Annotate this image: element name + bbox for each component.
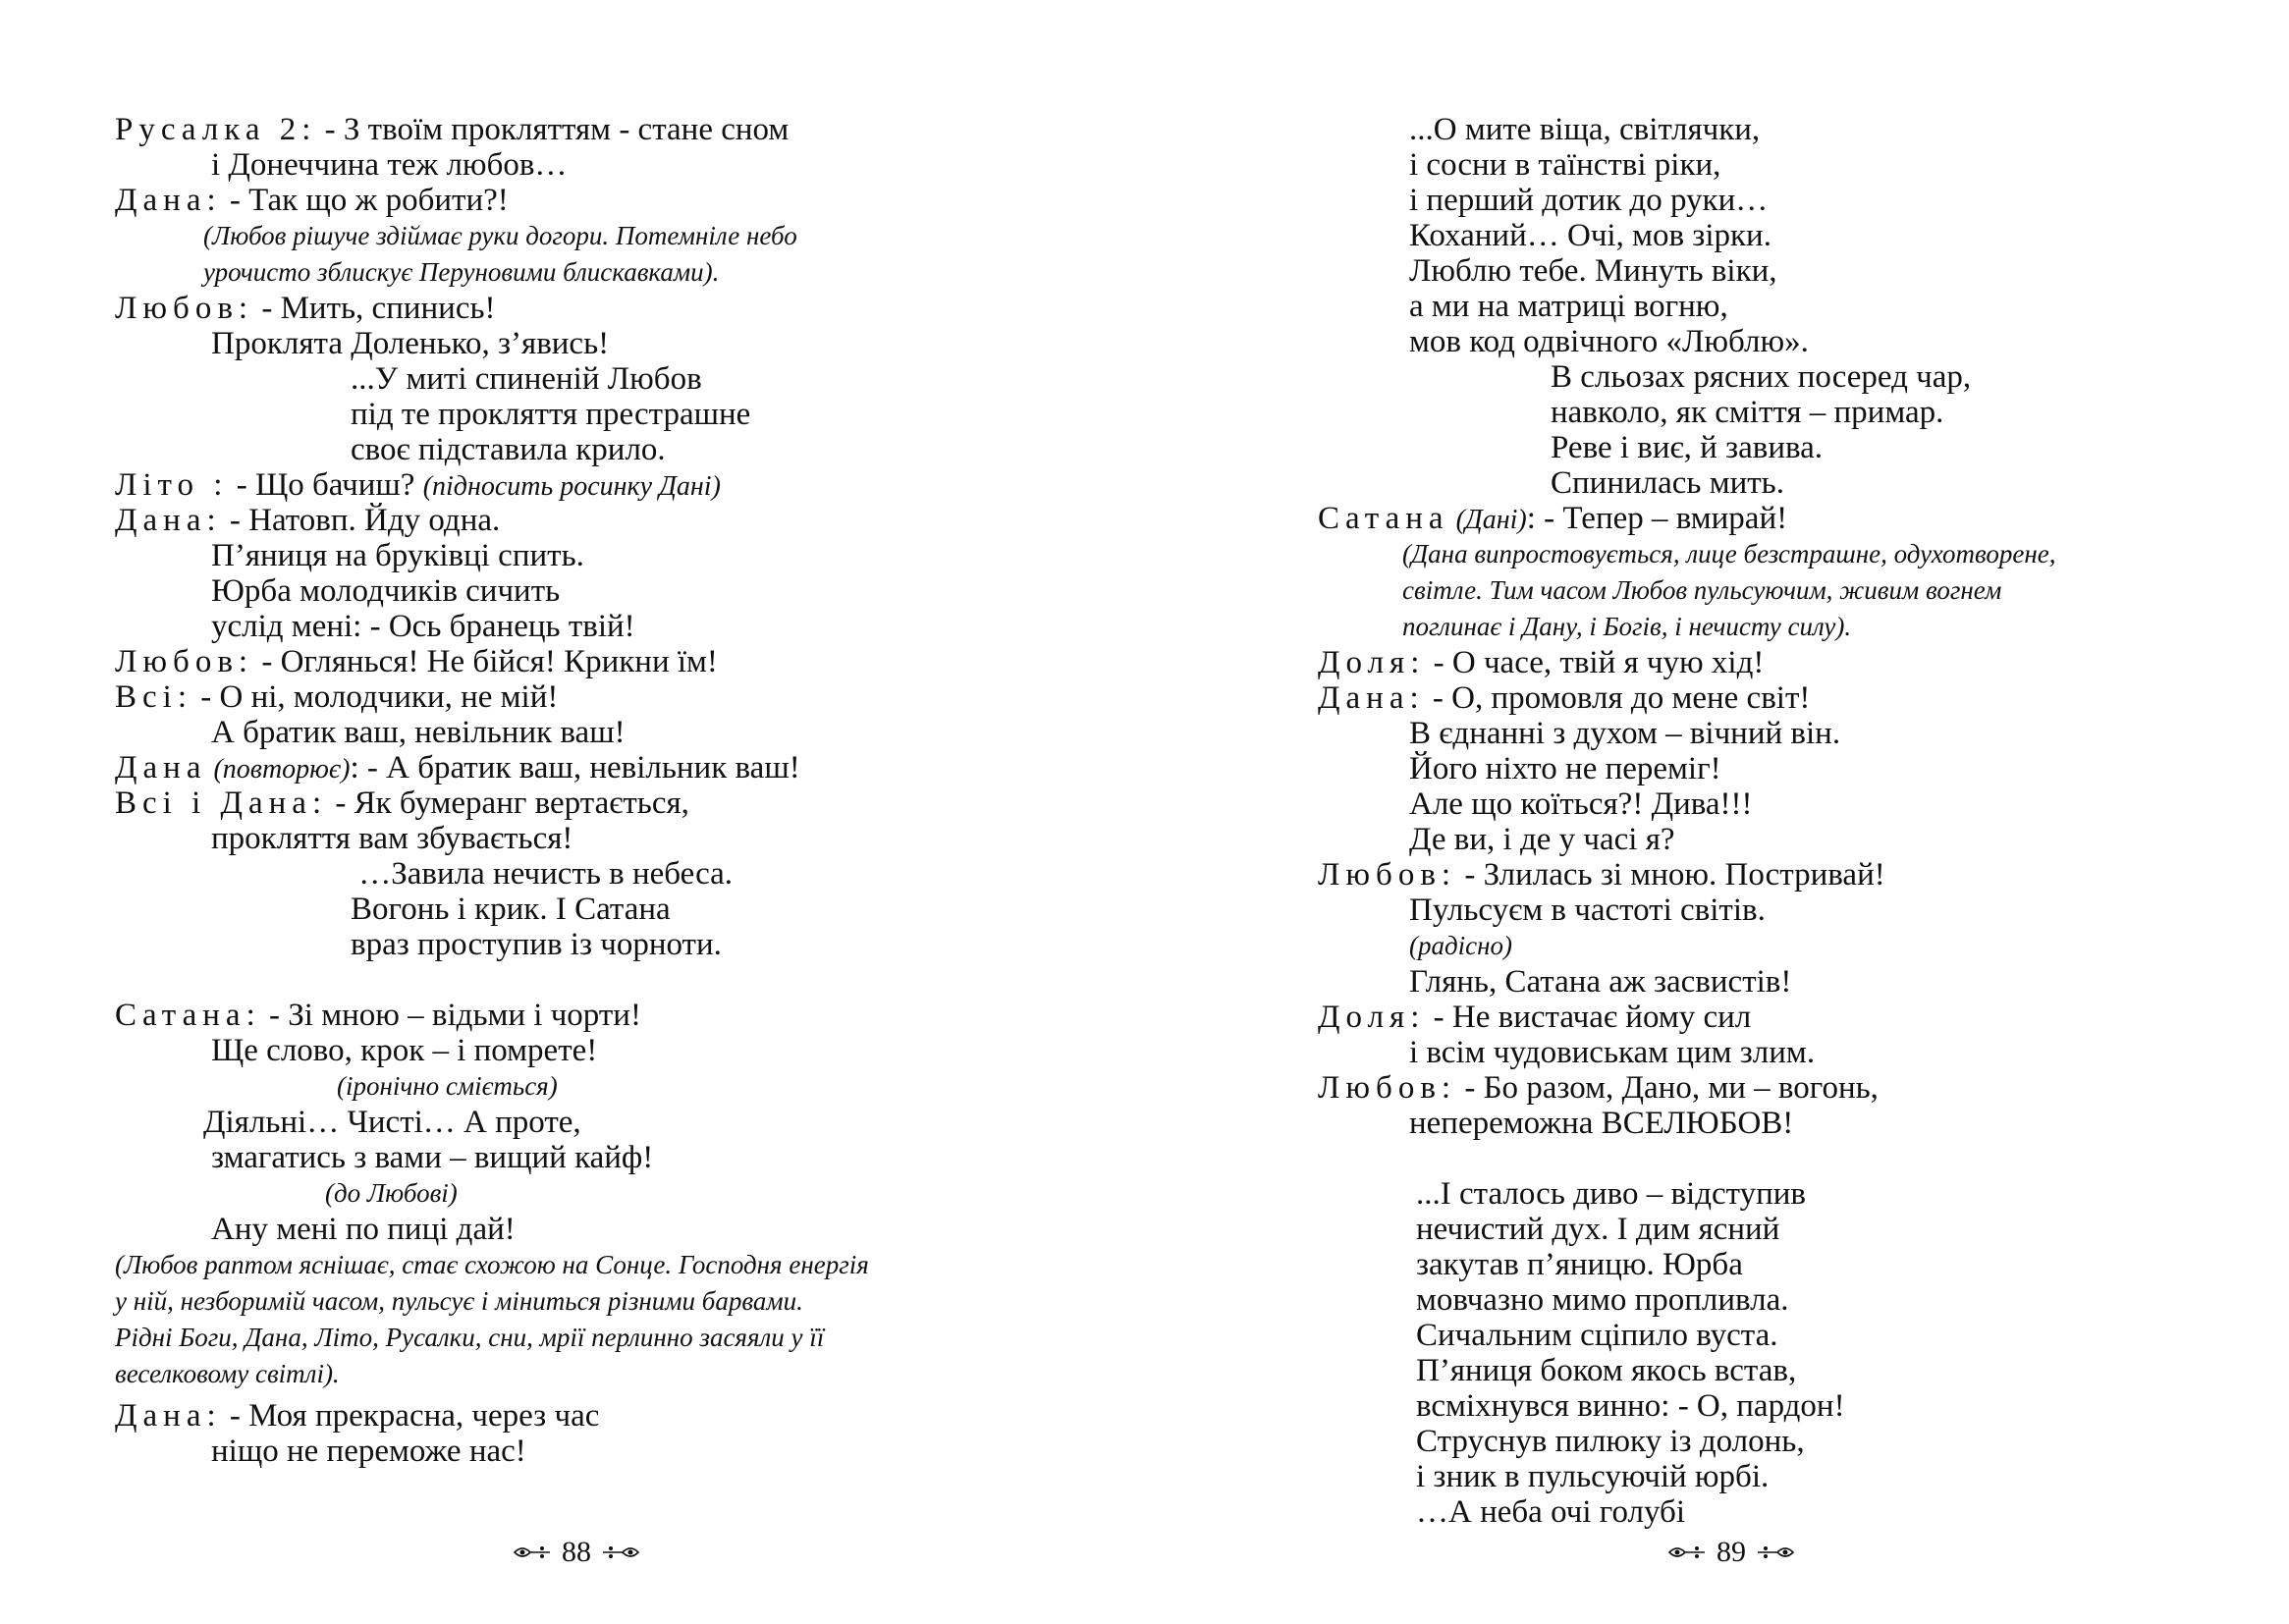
verse-line: А братик ваш, невільник ваш! [211,715,626,750]
verse-line: нечистий дух. І дим ясний [1416,1212,1780,1247]
dialogue-line: Доля: - О часе, твій я чую хід! [1318,645,1765,680]
verse-line: враз проступив із чорноти. [351,927,722,962]
stanza-break [1318,1141,2202,1176]
verse-line: і Донеччина теж любов… [211,147,568,183]
verse-line: услід мені: - Ось бранець твій! [211,609,635,644]
verse-line: і всім чудовиськам цим злим. [1409,1035,1816,1070]
dialogue-line: Всі: - О ні, молодчики, не мій! [115,679,559,715]
verse-line: ...О мите віща, світлячки, [1409,112,1761,147]
verse-line: Реве і виє, й завива. [1551,430,1824,465]
verse-line: непереможна ВСЕЛЮБОВ! [1409,1106,1794,1141]
verse-line: В єднанні з духом – вічний він. [1409,716,1841,751]
dialogue-line: Літо : - Що бачиш? (підносить росинку Дані) [115,467,721,503]
verse-line: і перший дотик до руки… [1409,183,1769,218]
dialogue-line: Любов: - Бо разом, Дано, ми – вогонь, [1318,1070,1879,1106]
speaker-name: Доля: [1318,645,1426,680]
dialogue-line: Дана: - Натовп. Йду одна. [115,503,501,538]
verse-line: закутав п’яницю. Юрба [1416,1247,1743,1282]
left-text-column [115,112,1058,1469]
verse-line: мовчазно мимо пропливла. [1416,1282,1789,1318]
speaker-name: Всі: [115,679,192,715]
dialogue-line: Всі і Дана: - Як бумеранг вертається, [115,785,689,821]
verse-line: Струснув пилюку із долонь, [1416,1424,1805,1459]
verse-line: навколо, як сміття – примар. [1551,395,1944,430]
speaker-name: Русалка 2: [115,112,317,147]
stage-direction: урочисто зблискує Перуновими блискавками). [203,257,720,287]
verse-line: ніщо не переможе нас! [211,1434,526,1469]
fleuron-icon [513,1543,552,1562]
speaker-name: Літо : [115,467,229,503]
dialogue-line: Русалка 2: - З твоїм прокляттям - стане сном [115,112,790,147]
speaker-name: Дана: [115,183,222,218]
page-number: 88 [562,1536,591,1568]
stage-direction: світле. Тим часом Любов пульсуючим, живим вогнем [1402,575,2002,605]
stage-direction: (радісно) [1409,931,1513,960]
stage-direction: у ній, незборимій часом, пульсує і міниться різними барвами. [115,1286,803,1316]
dialogue-line: Дана: - О, промовля до мене світ! [1318,680,1811,716]
verse-line: Його ніхто не переміг! [1409,751,1721,786]
verse-line: Ще слово, крок – і помрете! [211,1033,598,1068]
verse-line: під те прокляття престрашне [351,397,751,432]
stage-direction: (підносить росинку Дані) [422,471,721,502]
verse-line: а ми на матриці вогню, [1409,289,1728,324]
stage-direction: поглинає і Дану, і Богів, і нечисту силу). [1402,612,1852,641]
left-page [0,0,1144,1624]
verse-line: ...І сталось диво – відступив [1416,1176,1807,1212]
verse-line: П’яниця на бруківці спить. [211,538,584,573]
dialogue-line: Доля: - Не вистачає йому сил [1318,1000,1752,1035]
speaker-name: Сатана [1318,501,1449,536]
verse-line: Глянь, Сатана аж засвистів! [1409,964,1792,1000]
verse-line: Коханий… Очі, мов зірки. [1409,218,1771,253]
verse-line: Ану мені по пиці дай! [211,1212,516,1247]
speaker-name: Любов: [1318,857,1457,893]
verse-line: всміхнувся винно: - О, пардон! [1416,1388,1845,1424]
stage-direction: (повторює) [206,754,351,785]
verse-line: …Завила нечисть в небеса. [351,856,734,892]
stage-direction: (до Любові) [325,1178,458,1208]
page-number: 89 [1717,1536,1746,1568]
dialogue-line: Дана: - Так що ж робити?! [115,183,509,218]
fleuron-icon [1756,1543,1795,1562]
stage-direction: веселковому світлі). [115,1359,340,1388]
fleuron-icon [601,1543,640,1562]
verse-line: Юрба молодчиків сичить [211,573,561,609]
dialogue-line: Любов: - Злилась зі мною. Постривай! [1318,857,1885,893]
verse-line: …А неба очі голубі [1416,1494,1686,1530]
verse-line: Люблю тебе. Минуть віки, [1409,253,1777,289]
right-text-column [1318,112,2202,1530]
dialogue-line: Любов: - Оглянься! Не бійся! Крикни їм! [115,644,718,679]
stage-direction: (Дані) [1448,505,1527,535]
right-page [1145,0,2289,1624]
speaker-name: Доля: [1318,1000,1426,1035]
dialogue-line: Сатана: - Зі мною – відьми і чорти! [115,998,641,1033]
verse-line: Пульсуєм в частоті світів. [1409,893,1766,928]
stage-direction: (Любов рішуче здіймає руки догори. Потемніле небо [203,221,797,250]
speaker-name: Любов: [1318,1070,1457,1106]
dialogue-line: Дана: - Моя прекрасна, через час [115,1398,600,1434]
verse-line: Сичальним сціпило вуста. [1416,1318,1778,1353]
stage-direction: (Дана випростовується, лице безстрашне, одухотворене, [1402,539,2056,568]
speaker-name: Любов: [115,644,254,679]
dialogue-line: Сатана (Дані): - Тепер – вмирай! [1318,501,1788,536]
speaker-name: Всі і Дана: [115,785,328,821]
speaker-name: Дана: [115,1398,222,1434]
verse-line: Але що коїться?! Дива!!! [1409,786,1753,822]
page-number-footer [513,1535,640,1570]
speaker-name: Сатана: [115,998,261,1033]
stage-direction: (Любов раптом яснішає, стає схожою на Сонце. Господня енергія [115,1250,869,1279]
verse-line: і зник в пульсуючій юрбі. [1416,1459,1770,1494]
verse-line: П’яниця боком якось встав, [1416,1353,1797,1388]
speaker-name: Любов: [115,291,254,326]
verse-line: мов код одвічного «Люблю». [1409,324,1809,359]
verse-line: ...У миті спиненій Любов [351,361,702,397]
verse-line: Вогонь і крик. І Сатана [351,892,671,927]
verse-line: Спинилась мить. [1551,465,1784,501]
verse-line: змагатись з вами – вищий кайф! [211,1140,654,1175]
stanza-break [115,962,1058,998]
verse-line: Де ви, і де у часі я? [1409,822,1675,857]
speaker-name: Дана [115,750,207,785]
verse-line: Діяльні… Чисті… А проте, [203,1105,581,1140]
verse-line: В сльозах рясних посеред чар, [1551,359,1972,395]
verse-line: прокляття вам збувається! [211,821,573,856]
speaker-name: Дана: [115,503,222,538]
fleuron-icon [1667,1543,1707,1562]
verse-line: Проклята Доленько, з’явись! [211,326,610,361]
speaker-name: Дана: [1318,680,1425,716]
stage-direction: (іронічно сміється) [337,1071,558,1101]
dialogue-line: Любов: - Мить, спинись! [115,291,496,326]
verse-line: своє підставила крило. [351,432,666,467]
verse-line: і сосни в таїнстві ріки, [1409,147,1721,183]
page-number-footer [1667,1535,1795,1570]
stage-direction: Рідні Боги, Дана, Літо, Русалки, сни, мрії перлинно засяяли у її [115,1323,825,1352]
dialogue-line: Дана (повторює): - А братик ваш, невільник ваш! [115,750,800,785]
